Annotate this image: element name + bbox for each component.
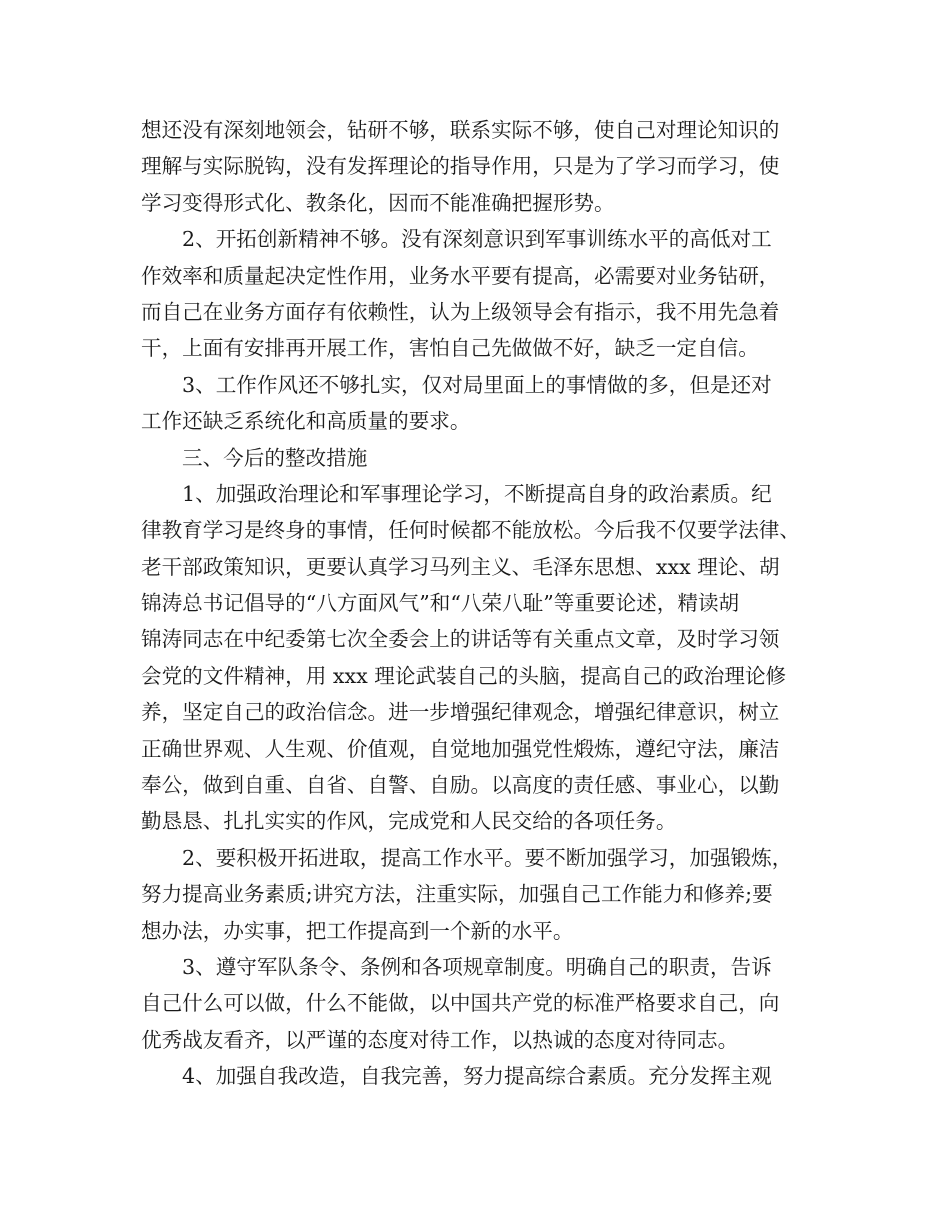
paragraph-continuation bbox=[141, 112, 813, 221]
text-line: 想办法，办实事，把工作提高到一个新的水平。 bbox=[141, 918, 574, 943]
text-line: 锦涛同志在中纪委第七次全委会上的讲话等有关重点文章，及时学习领 bbox=[141, 627, 780, 652]
text-line: 3、遵守军队条令、条例和各项规章制度。明确自己的职责，告诉 bbox=[182, 954, 772, 979]
text-line: 理解与实际脱钩，没有发挥理论的指导作用，只是为了学习而学习，使 bbox=[141, 154, 780, 179]
section-heading bbox=[141, 440, 813, 476]
text-line: 2、开拓创新精神不够。没有深刻意识到军事训练水平的高低对工 bbox=[182, 227, 772, 252]
text-line: 勤恳恳、扎扎实实的作风，完成党和人民交给的各项任务。 bbox=[141, 809, 677, 834]
text-line: 作效率和质量起决定性作用，业务水平要有提高，必需要对业务钻研， bbox=[141, 263, 780, 288]
text-line: 优秀战友看齐，以严谨的态度对待工作，以热诚的态度对待同志。 bbox=[141, 1027, 739, 1052]
paragraph-measure-2 bbox=[141, 840, 813, 949]
text-line: 想还没有深刻地领会，钻研不够，联系实际不够，使自己对理论知识的 bbox=[141, 118, 780, 142]
paragraph-measure-1 bbox=[141, 476, 813, 840]
text-line: 学习变得形式化、教条化，因而不能准确把握形势。 bbox=[141, 190, 615, 215]
text-line: 正确世界观、人生观、价值观，自觉地加强党性煅炼，遵纪守法，廉洁 bbox=[141, 736, 780, 761]
text-line: 2、要积极开拓进取，提高工作水平。要不断加强学习，加强锻炼， bbox=[182, 845, 793, 870]
text-line: 会党的文件精神，用 xxx 理论武装自己的头脑，提高自己的政治理论修 bbox=[141, 663, 787, 688]
text-line: 干，上面有安排再开展工作，害怕自己先做做不好，缺乏一定自信。 bbox=[141, 336, 759, 361]
text-line: 律教育学习是终身的事情，任何时候都不能放松。今后我不仅要学法律、 bbox=[141, 518, 800, 543]
paragraph-work-style bbox=[141, 367, 813, 440]
paragraph-measure-3 bbox=[141, 949, 813, 1058]
text-line: 自己什么可以做，什么不能做，以中国共产党的标准严格要求自己，向 bbox=[141, 991, 780, 1016]
text-line: 老干部政策知识，更要认真学习马列主义、毛泽东思想、xxx 理论、胡 bbox=[141, 554, 780, 579]
text-line: 锦涛总书记倡导的“八方面风气”和“八荣八耻”等重要论述，精读胡 bbox=[141, 591, 740, 616]
text-line: 养，坚定自己的政治信念。进一步增强纪律观念，增强纪律意识，树立 bbox=[141, 700, 780, 725]
text-line: 4、加强自我改造，自我完善，努力提高综合素质。充分发挥主观 bbox=[182, 1064, 772, 1089]
paragraph-measure-4 bbox=[141, 1058, 813, 1094]
heading-text: 三、今后的整改措施 bbox=[182, 445, 368, 470]
text-line: 而自己在业务方面存有依赖性，认为上级领导会有指示，我不用先急着 bbox=[141, 299, 780, 324]
document-body bbox=[141, 112, 813, 1095]
text-line: 1、加强政治理论和军事理论学习，不断提高自身的政治素质。纪 bbox=[182, 481, 772, 506]
text-line: 工作还缺乏系统化和高质量的要求。 bbox=[141, 409, 471, 434]
text-line: 努力提高业务素质;讲究方法，注重实际，加强自己工作能力和修养;要 bbox=[141, 882, 773, 907]
text-line: 3、工作作风还不够扎实，仅对局里面上的事情做的多，但是还对 bbox=[182, 372, 772, 397]
paragraph-innovation bbox=[141, 221, 813, 367]
text-line: 奉公，做到自重、自省、自警、自励。以高度的责任感、事业心，以勤 bbox=[141, 773, 780, 798]
